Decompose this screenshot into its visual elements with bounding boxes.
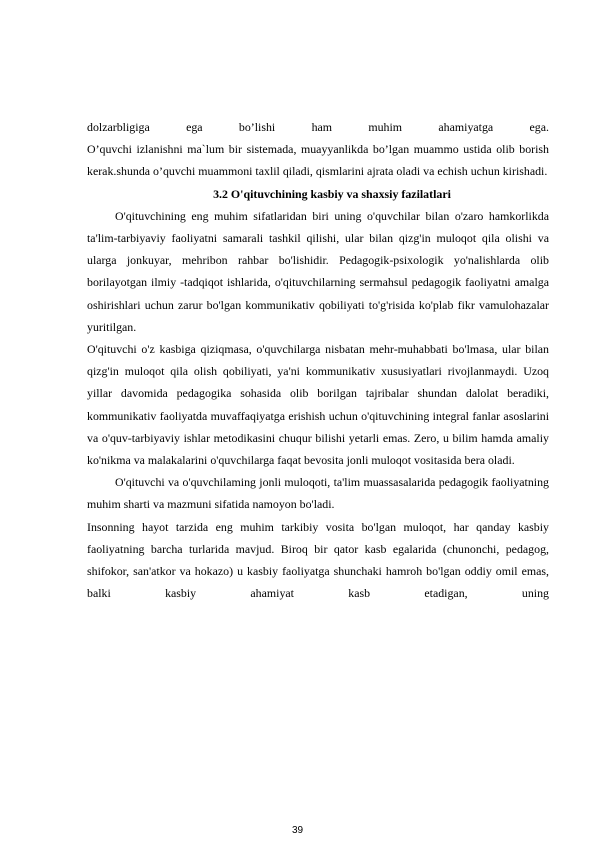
paragraph: Insonning hayot tarzida eng muhim tarkibiy vosita bo'lgan muloqot, har qanday kasbiy faoliyatning barcha turlarida mavjud. Biroq bir qator kasb egalarida (chunonchi, pedagog, shifokor, san'atkor va hokazo) u kasbiy faoliyatga shunchaki hamroh bo'lgan oddiy omil emas, balki kasbiy ahamiyat kasb etadigan, uning — [87, 519, 549, 601]
paragraph: O'qituvchining eng muhim sifatlaridan biri uning o'quvchilar bilan o'zaro hamkorlikda ta'lim-tarbiyaviy faoliyatni samarali tashkil qilishi, ular bilan qizg'in muloqot qila olishi va ularga jonkuyar, mehribon rahbar bo'lishidir. Pedagogik-psixologik yo'nalishlarda olib borilayotgan ilmiy -tadqiqot ishlarida, o'qituvchilarning sermahsul pedagogik faoliyatni amalga oshirishlari uchun zarur bo'lgan kommunikativ qobiliyati to'g'risida ko'plab fikr vamulohazalar yuritilgan. — [87, 208, 549, 334]
paragraph: O'qituvchi o'z kasbiga qiziqmasa, o'quvchilarga nisbatan mehr-muhabbati bo'lmasa, ular bilan qizg'in muloqot qila olish qobiliyati, ya'ni kommunikativ xususiyatlari rivojlanmaydi. Uzoq yillar davomida pedagogika sohasida olib borilgan tajribalar shundan dalolat beradiki, kommunikativ faoliyatda muvaffaqiyatga erishish uchun o'qituvchining integral fanlar asoslarini va o'quv-tarbiyaviy ishlar metodikasini chuqur bilishi yetarli emas. Zero, u bilim hamda amaliy ko'nikma va malakalarini o'quvchilarga faqat bevosita jonli muloqot vositasida bera oladi. — [87, 342, 549, 468]
paragraph: O’quvchi izlanishni ma`lum bir sistemada, muayyanlikda bo’lgan muammo ustida olib borish kerak.shunda o’quvchi muammoni taxlil qiladi, qismlarini ajrata oladi va echish uchun kirishadi. — [87, 142, 549, 179]
page-number: 39 — [291, 825, 304, 836]
page-content — [87, 116, 549, 604]
paragraph-continuation: dolzarbligiga ega bo’lishi ham muhim ahamiyatga ega. — [87, 120, 549, 134]
section-title: 3.2 O'qituvchining kasbiy va shaxsiy fazilatlari — [213, 186, 451, 201]
paragraph: O'qituvchi va o'quvchilaming jonli muloqoti, ta'lim muassasalarida pedagogik faoliyatning muhim sharti va mazmuni sifatida namoyon bo'ladi. — [87, 475, 549, 512]
